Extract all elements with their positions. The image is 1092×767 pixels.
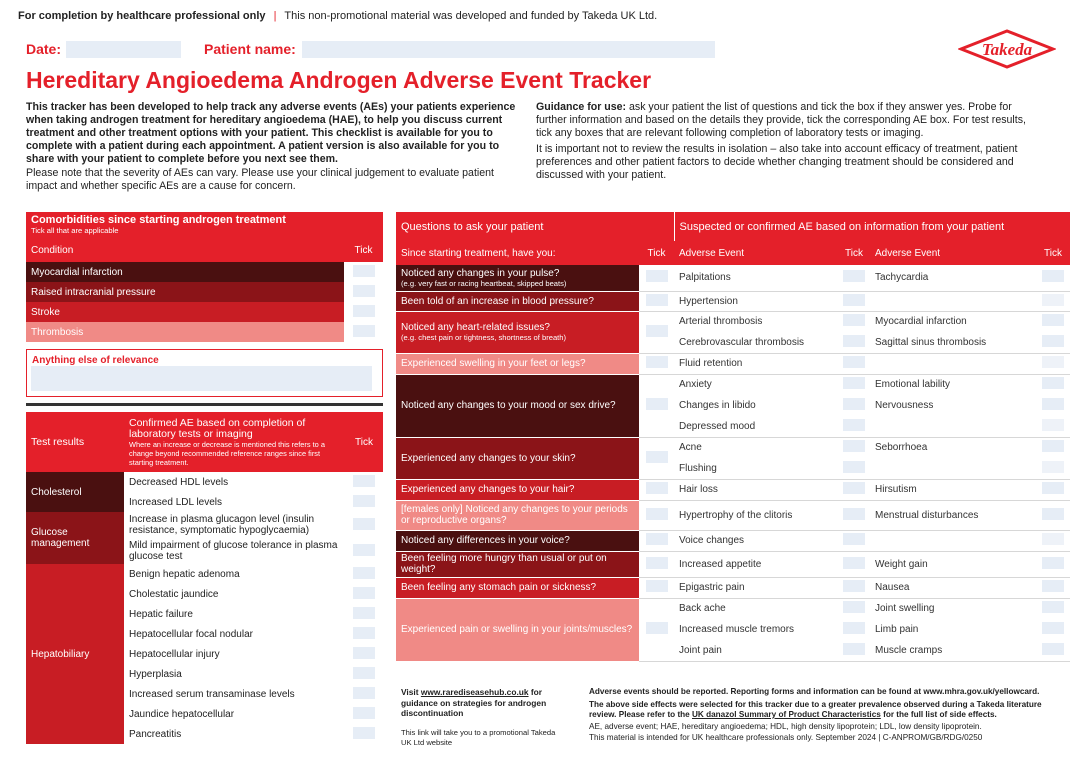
test-item: Increase in plasma glucagon level (insulin resistance, symptomatic hypoglycaemia) bbox=[129, 514, 315, 536]
tick-checkbox[interactable] bbox=[1042, 398, 1064, 410]
adverse-event: Emotional lability bbox=[875, 379, 951, 391]
tick-checkbox[interactable] bbox=[1042, 314, 1064, 326]
tick-checkbox[interactable] bbox=[646, 294, 668, 306]
question-cell bbox=[396, 500, 639, 530]
question-cell bbox=[396, 479, 639, 500]
tick-checkbox[interactable] bbox=[1042, 461, 1064, 473]
test-results-column-header: Test results bbox=[31, 436, 85, 448]
tick-checkbox[interactable] bbox=[843, 398, 865, 410]
takeda-logo bbox=[958, 28, 1056, 70]
test-results-table bbox=[26, 412, 383, 744]
test-item: Hepatic failure bbox=[129, 608, 193, 620]
test-group-glucose: Glucose management bbox=[26, 512, 124, 564]
tick-checkbox[interactable] bbox=[1042, 622, 1064, 634]
condition-column-header: Condition bbox=[31, 244, 74, 256]
funding-note: This non-promotional material was developed and funded by Takeda UK Ltd. bbox=[284, 10, 658, 22]
ae-column-header: Adverse Event bbox=[679, 247, 745, 259]
question-example: (e.g. chest pain or tightness, shortness of breath) bbox=[401, 333, 567, 342]
adverse-event: Arterial thrombosis bbox=[679, 316, 763, 328]
tick-checkbox[interactable] bbox=[646, 580, 668, 592]
test-item: Benign hepatic adenoma bbox=[129, 568, 240, 580]
tick-checkbox[interactable] bbox=[646, 398, 668, 410]
comorbidities-title: Comorbidities since starting androgen treatment bbox=[31, 214, 286, 226]
adverse-event: Seborrhoea bbox=[875, 442, 928, 454]
question-row bbox=[396, 598, 1070, 619]
visit-pre: Visit bbox=[401, 687, 421, 697]
condition-row: Raised intracranial pressure bbox=[26, 282, 344, 302]
test-item: Mild impairment of glucose tolerance in plasma glucose test bbox=[129, 540, 338, 562]
tick-checkbox[interactable] bbox=[1042, 335, 1064, 347]
comorbidities-subtitle: Tick all that are applicable bbox=[31, 226, 119, 235]
question-text: Experienced any changes to your skin? bbox=[401, 452, 576, 464]
anything-else-input[interactable] bbox=[31, 366, 372, 391]
adverse-event: Cerebrovascular thrombosis bbox=[679, 336, 805, 348]
since-column-header: Since starting treatment, have you: bbox=[401, 247, 556, 259]
question-row bbox=[396, 311, 1070, 332]
tick-checkbox[interactable] bbox=[353, 707, 375, 719]
question-example: (e.g. very fast or racing heartbeat, skipped beats) bbox=[401, 278, 567, 288]
adverse-event: Palpitations bbox=[679, 272, 731, 284]
patient-name-label: Patient name: bbox=[204, 41, 296, 57]
question-cell bbox=[396, 311, 639, 353]
confirmed-ae-note: Where an increase or decrease is mentioned this refers to a change beyond recommended reference ranges since first starting treatment. bbox=[129, 439, 325, 467]
tick-checkbox[interactable] bbox=[843, 533, 865, 545]
tick-checkbox[interactable] bbox=[843, 440, 865, 452]
tick-checkbox[interactable] bbox=[1042, 419, 1064, 431]
test-group-hepatobiliary: Hepatobiliary bbox=[26, 564, 124, 744]
questions-table bbox=[396, 212, 1070, 662]
anything-else-section bbox=[26, 349, 383, 397]
tick-checkbox[interactable] bbox=[353, 305, 375, 317]
footer-notes bbox=[589, 687, 1069, 744]
tick-checkbox[interactable] bbox=[1042, 643, 1064, 655]
question-cell bbox=[396, 353, 639, 374]
tick-checkbox[interactable] bbox=[353, 265, 375, 277]
tick-checkbox[interactable] bbox=[843, 356, 865, 368]
visit-post: for guidance on strategies for androgen discontinuation bbox=[401, 687, 547, 718]
tick-checkbox[interactable] bbox=[646, 508, 668, 520]
adverse-event: Nausea bbox=[875, 582, 910, 593]
question-text: Noticed any differences in your voice? bbox=[401, 535, 570, 546]
condition-row: Thrombosis bbox=[26, 322, 344, 342]
tick-checkbox[interactable] bbox=[843, 557, 865, 569]
question-text: Been feeling any stomach pain or sickness? bbox=[401, 582, 597, 593]
tick-checkbox[interactable] bbox=[843, 482, 865, 494]
test-item: Increased serum transaminase levels bbox=[129, 688, 295, 700]
tick-checkbox[interactable] bbox=[843, 314, 865, 326]
tick-checkbox[interactable] bbox=[1042, 440, 1064, 452]
question-text: Noticed any changes in your pulse? bbox=[401, 267, 560, 279]
tick-checkbox[interactable] bbox=[646, 533, 668, 545]
tick-checkbox[interactable] bbox=[843, 601, 865, 613]
test-item: Pancreatitis bbox=[129, 728, 182, 740]
selection-note: The above side effects were selected for this tracker due to a greater prevalence observed during a Takeda literature review. Please refer to the UK danazol Summary of Product Characteristics for the full list of side effects. bbox=[589, 699, 1042, 719]
confirmed-ae-title: Confirmed AE based on completion of laboratory tests or imaging bbox=[129, 416, 306, 440]
tick-checkbox[interactable] bbox=[1042, 580, 1064, 592]
adverse-event: Hair loss bbox=[679, 484, 718, 495]
adverse-event: Weight gain bbox=[875, 558, 928, 570]
adverse-event: Increased appetite bbox=[679, 558, 762, 570]
test-item: Cholestatic jaundice bbox=[129, 588, 219, 600]
tick-checkbox[interactable] bbox=[646, 557, 668, 569]
question-row bbox=[396, 530, 1070, 551]
rarediseasehub-link[interactable]: www.rarediseasehub.co.uk bbox=[420, 687, 529, 697]
tick-column-header: Tick bbox=[1044, 247, 1062, 259]
question-row bbox=[396, 353, 1070, 374]
test-item: Hepatocellular focal nodular bbox=[129, 628, 253, 640]
disclaimer-line bbox=[18, 10, 657, 22]
date-field[interactable] bbox=[66, 41, 181, 58]
ae-column-header: Adverse Event bbox=[875, 247, 941, 259]
tick-checkbox[interactable] bbox=[353, 687, 375, 699]
tick-checkbox[interactable] bbox=[646, 356, 668, 368]
question-row bbox=[396, 374, 1070, 395]
guidance-text: ask your patient the list of questions and tick the box if they answer yes. Probe for further information and based on the details they provide, tick the corresponding AE box. For test results, tick any boxes that are relevant following completion of laboratory tests or imaging. bbox=[536, 101, 1026, 139]
question-text: Experienced any changes to your hair? bbox=[401, 484, 575, 495]
question-row bbox=[396, 291, 1070, 311]
adverse-event: Depressed mood bbox=[679, 420, 756, 432]
adverse-event: Hirsutism bbox=[875, 484, 917, 495]
adverse-event: Epigastric pain bbox=[679, 582, 745, 593]
adverse-event bbox=[870, 458, 1036, 479]
question-row bbox=[396, 551, 1070, 577]
test-group-cholesterol: Cholesterol bbox=[26, 472, 124, 512]
comorbidities-header bbox=[26, 212, 383, 238]
tick-checkbox[interactable] bbox=[646, 622, 668, 634]
intended-note: This material is intended for UK healthcare professionals only. September 2024 | C-ANPROM/GB/RDG/0250 bbox=[589, 733, 983, 742]
question-cell bbox=[396, 291, 639, 311]
tick-checkbox[interactable] bbox=[353, 325, 375, 337]
tick-checkbox[interactable] bbox=[353, 667, 375, 679]
tick-checkbox[interactable] bbox=[353, 627, 375, 639]
tick-checkbox[interactable] bbox=[843, 508, 865, 520]
guidance-label: Guidance for use: bbox=[536, 101, 627, 113]
tick-checkbox[interactable] bbox=[1042, 482, 1064, 494]
adverse-event bbox=[870, 416, 1036, 437]
tick-checkbox[interactable] bbox=[646, 451, 668, 463]
condition-row: Myocardial infarction bbox=[26, 262, 344, 282]
tick-checkbox[interactable] bbox=[1042, 508, 1064, 520]
question-cell bbox=[396, 577, 639, 598]
tick-checkbox[interactable] bbox=[353, 587, 375, 599]
tick-checkbox[interactable] bbox=[646, 482, 668, 494]
tick-checkbox[interactable] bbox=[843, 643, 865, 655]
question-row bbox=[396, 500, 1070, 530]
tick-checkbox[interactable] bbox=[353, 567, 375, 579]
tick-checkbox[interactable] bbox=[843, 377, 865, 389]
comorbidities-table bbox=[26, 212, 383, 342]
adverse-event: Anxiety bbox=[679, 379, 712, 391]
abbreviations: AE, adverse event; HAE, hereditary angioedema; HDL, high density lipoprotein; LDL, low density lipoprotein. bbox=[589, 721, 982, 731]
tick-checkbox[interactable] bbox=[843, 270, 865, 282]
intro-left bbox=[26, 101, 521, 193]
tick-column-header: Tick bbox=[647, 247, 666, 259]
question-text: Noticed any heart-related issues? bbox=[401, 322, 550, 333]
test-item: Hyperplasia bbox=[129, 668, 182, 680]
adverse-event: Sagittal sinus thrombosis bbox=[875, 336, 987, 348]
question-row bbox=[396, 265, 1070, 291]
question-cell bbox=[396, 530, 639, 551]
guidance-paragraph-2: It is important not to review the results in isolation – also take into account efficacy of treatment, patient preferences and other patient factors to decide whether changing treatment should be considered and discussed with your patient. bbox=[536, 143, 1018, 181]
adverse-event: Back ache bbox=[679, 603, 726, 615]
smpc-link[interactable]: UK danazol Summary of Product Characteristics bbox=[692, 710, 881, 719]
tick-checkbox[interactable] bbox=[1042, 356, 1064, 368]
question-row bbox=[396, 479, 1070, 500]
adverse-event: Tachycardia bbox=[875, 272, 929, 284]
report-note: Adverse events should be reported. Reporting forms and information can be found at www.mhra.gov.uk/yellowcard. bbox=[589, 687, 1040, 696]
tick-column-header: Tick bbox=[355, 436, 373, 448]
adverse-event: Voice changes bbox=[679, 535, 745, 546]
test-item: Increased LDL levels bbox=[129, 496, 223, 508]
adverse-event: Menstrual disturbances bbox=[875, 509, 979, 521]
adverse-event: Changes in libido bbox=[679, 400, 756, 411]
audience-note: For completion by healthcare professional only bbox=[18, 10, 266, 22]
tick-checkbox[interactable] bbox=[843, 580, 865, 592]
confirmed-ae-column-header bbox=[124, 412, 345, 472]
adverse-event: Increased muscle tremors bbox=[679, 624, 795, 635]
adverse-event bbox=[870, 530, 1036, 551]
tick-column-header: Tick bbox=[354, 244, 373, 256]
tick-checkbox[interactable] bbox=[353, 647, 375, 659]
visit-note bbox=[401, 687, 561, 719]
adverse-event bbox=[870, 291, 1036, 311]
tick-checkbox[interactable] bbox=[1042, 533, 1064, 545]
adverse-event bbox=[870, 353, 1036, 374]
intro-paragraph-1: This tracker has been developed to help track any adverse events (AEs) your patients experience when taking androgen treatment for hereditary angioedema (HAE), to help you discuss current treatment and other treatment options with your patient. This checklist is available for you to complete with a patient during each appointment. A patient version is also available for you to share with your patient to complete before you next see them. bbox=[26, 101, 516, 165]
question-text: [females only] Noticed any changes to your periods or reproductive organs? bbox=[401, 504, 628, 526]
tick-checkbox[interactable] bbox=[1042, 377, 1064, 389]
questions-header: Questions to ask your patient bbox=[396, 212, 674, 241]
test-item: Jaundice hepatocellular bbox=[129, 708, 235, 720]
adverse-event: Fluid retention bbox=[679, 358, 743, 369]
adverse-event: Nervousness bbox=[875, 400, 934, 411]
patient-name-field[interactable] bbox=[302, 41, 715, 58]
tick-column-header: Tick bbox=[845, 247, 863, 259]
adverse-event: Joint pain bbox=[679, 644, 722, 656]
tick-checkbox[interactable] bbox=[1042, 557, 1064, 569]
tick-checkbox[interactable] bbox=[843, 461, 865, 473]
adverse-event: Hypertrophy of the clitoris bbox=[679, 509, 793, 521]
question-text: Experienced pain or swelling in your joints/muscles? bbox=[401, 624, 633, 635]
tick-checkbox[interactable] bbox=[646, 325, 668, 337]
tick-checkbox[interactable] bbox=[353, 475, 375, 487]
condition-row: Stroke bbox=[26, 302, 344, 322]
intro-paragraph-2: Please note that the severity of AEs can vary. Please use your clinical judgement to evaluate patient impact and whether specific AEs are a cause for concern. bbox=[26, 167, 494, 192]
question-cell bbox=[396, 598, 639, 661]
adverse-event: Acne bbox=[679, 442, 702, 454]
date-label: Date: bbox=[26, 41, 62, 57]
tick-checkbox[interactable] bbox=[353, 727, 375, 739]
intro-right bbox=[536, 101, 1026, 182]
tick-checkbox[interactable] bbox=[843, 622, 865, 634]
question-text: Been told of an increase in blood pressure? bbox=[401, 295, 594, 307]
anything-else-label: Anything else of relevance bbox=[32, 355, 159, 366]
tick-checkbox[interactable] bbox=[353, 285, 375, 297]
question-text: Experienced swelling in your feet or legs? bbox=[401, 358, 586, 369]
tick-checkbox[interactable] bbox=[843, 294, 865, 306]
adverse-event: Joint swelling bbox=[875, 603, 935, 615]
tick-checkbox[interactable] bbox=[843, 419, 865, 431]
tick-checkbox[interactable] bbox=[843, 335, 865, 347]
adverse-event: Myocardial infarction bbox=[875, 316, 967, 328]
tick-checkbox[interactable] bbox=[1042, 270, 1064, 282]
adverse-event: Hypertension bbox=[679, 295, 738, 307]
question-text: Noticed any changes to your mood or sex drive? bbox=[401, 400, 616, 411]
page-title: Hereditary Angioedema Androgen Adverse Event Tracker bbox=[26, 67, 652, 93]
question-cell bbox=[396, 437, 639, 479]
tick-checkbox[interactable] bbox=[646, 270, 668, 282]
tick-checkbox[interactable] bbox=[353, 495, 375, 507]
question-cell bbox=[396, 265, 639, 291]
adverse-event: Flushing bbox=[679, 462, 717, 474]
question-row bbox=[396, 437, 1070, 458]
tick-checkbox[interactable] bbox=[1042, 294, 1064, 306]
logo-text: Takeda bbox=[981, 40, 1033, 59]
section-divider bbox=[26, 403, 383, 406]
promo-note: This link will take you to a promotional Takeda UK Ltd website bbox=[401, 728, 556, 747]
question-row bbox=[396, 577, 1070, 598]
tick-checkbox[interactable] bbox=[353, 607, 375, 619]
question-cell bbox=[396, 374, 639, 437]
test-item: Decreased HDL levels bbox=[129, 476, 229, 488]
suspected-ae-header: Suspected or confirmed AE based on information from your patient bbox=[679, 220, 1005, 233]
adverse-event: Limb pain bbox=[875, 624, 919, 635]
separator: | bbox=[273, 10, 277, 22]
test-item: Hepatocellular injury bbox=[129, 648, 220, 660]
tick-checkbox[interactable] bbox=[1042, 601, 1064, 613]
tick-checkbox[interactable] bbox=[353, 518, 375, 530]
adverse-event: Muscle cramps bbox=[875, 644, 943, 656]
tick-checkbox[interactable] bbox=[353, 544, 375, 556]
question-cell bbox=[396, 551, 639, 577]
question-text: Been feeling more hungry than usual or put on weight? bbox=[401, 553, 607, 575]
